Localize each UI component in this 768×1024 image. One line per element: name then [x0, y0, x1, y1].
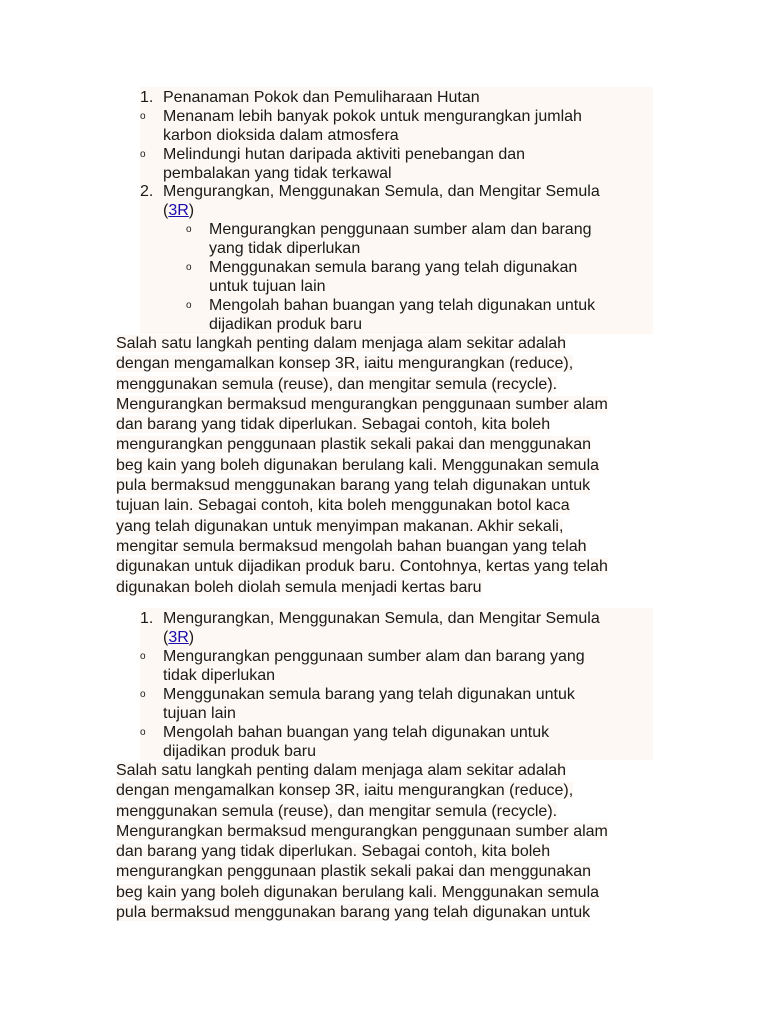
- paragraph-text: dan barang yang tidak diperlukan. Sebagai contoh, kita boleh: [116, 416, 551, 434]
- list-item-2-cont: [163, 201, 194, 220]
- paragraph-text: menggunakan semula (reuse), dan mengitar semula (recycle).: [116, 375, 558, 393]
- paragraph-line: [116, 476, 656, 496]
- sub-item-line: karbon dioksida dalam atmosfera: [163, 127, 399, 144]
- list-number: 1.: [140, 89, 154, 106]
- sub-item-line: dijadikan produk baru: [209, 316, 362, 333]
- paragraph-line: [116, 781, 656, 801]
- paragraph-line: [116, 537, 656, 557]
- bullet-icon: o: [140, 689, 146, 700]
- paragraph-line: [116, 883, 656, 903]
- paragraph-text: Mengurangkan bermaksud mengurangkan penggunaan sumber alam: [116, 822, 608, 840]
- bullet-icon: o: [186, 224, 192, 235]
- list-number: 1.: [140, 610, 154, 627]
- paragraph-text: menggunakan semula (reuse), dan mengitar semula (recycle).: [116, 802, 558, 820]
- paragraph-2: [116, 761, 656, 923]
- paragraph-line: [116, 334, 656, 354]
- paragraph-line: [116, 496, 656, 516]
- sub-item-line: Mengolah bahan buangan yang telah digunakan untuk: [209, 297, 596, 314]
- paragraph-line: [116, 354, 656, 374]
- sub-item-line: Menanam lebih banyak pokok untuk mengurangkan jumlah: [163, 108, 582, 125]
- paragraph-line: [116, 415, 656, 435]
- paragraph-text: yang telah digunakan untuk menyimpan makanan. Akhir sekali,: [116, 517, 564, 535]
- bullet-icon: o: [140, 727, 146, 738]
- paragraph-line: [116, 761, 656, 781]
- paragraph-text: dengan mengamalkan konsep 3R, iaitu mengurangkan (reduce),: [116, 355, 574, 373]
- paragraph-text: beg kain yang boleh digunakan berulang kali. Menggunakan semula: [116, 456, 600, 474]
- paragraph-text: Salah satu langkah penting dalam menjaga alam sekitar adalah: [116, 762, 567, 779]
- list-number: 2.: [140, 183, 154, 200]
- list-item-2: Mengurangkan, Menggunakan Semula, dan Mengitar Semula: [163, 183, 600, 200]
- paragraph-line: [116, 822, 656, 842]
- paren-open: (: [163, 202, 169, 219]
- paragraph-text: dan barang yang tidak diperlukan. Sebagai contoh, kita boleh: [116, 843, 551, 861]
- paragraph-text: dengan mengamalkan konsep 3R, iaitu mengurangkan (reduce),: [116, 782, 574, 800]
- paragraph-text: digunakan boleh diolah semula menjadi kertas baru: [116, 578, 482, 596]
- paragraph-line: [116, 578, 656, 598]
- paren-close: ): [188, 629, 195, 646]
- paragraph-line: [116, 802, 656, 822]
- paragraph-text: mengurangkan penggunaan plastik sekali pakai dan menggunakan: [116, 436, 592, 454]
- list-item-1: Penanaman Pokok dan Pemuliharaan Hutan: [163, 89, 480, 106]
- sub-item-line: Menggunakan semula barang yang telah digunakan untuk: [163, 686, 575, 703]
- sub-item-line: Mengurangkan penggunaan sumber alam dan barang: [209, 221, 592, 238]
- list-item-1: Mengurangkan, Menggunakan Semula, dan Mengitar Semula: [163, 610, 600, 627]
- paragraph-text: tujuan lain. Sebagai contoh, kita boleh menggunakan botol kaca: [116, 497, 570, 515]
- paragraph-line: [116, 842, 656, 862]
- paragraph-line: [116, 375, 656, 395]
- bullet-icon: o: [140, 111, 146, 122]
- bullet-icon: o: [186, 300, 192, 311]
- paragraph-text: Mengurangkan bermaksud mengurangkan penggunaan sumber alam: [116, 395, 608, 413]
- bullet-icon: o: [186, 262, 192, 273]
- paragraph-text: pula bermaksud menggunakan barang yang telah digunakan untuk: [116, 904, 591, 922]
- paragraph-text: pula bermaksud menggunakan barang yang telah digunakan untuk: [116, 477, 591, 495]
- paren-close: ): [188, 202, 195, 219]
- paragraph-text: beg kain yang boleh digunakan berulang kali. Menggunakan semula: [116, 883, 600, 901]
- bullet-icon: o: [140, 651, 146, 662]
- paragraph-line: [116, 903, 656, 923]
- 3r-link[interactable]: 3R: [168, 629, 189, 646]
- paragraph-1: [116, 334, 656, 598]
- paragraph-text: mengurangkan penggunaan plastik sekali pakai dan menggunakan: [116, 863, 592, 881]
- sub-item-line: pembalakan yang tidak terkawal: [163, 165, 392, 182]
- sub-item-line: dijadikan produk baru: [163, 743, 316, 760]
- paragraph-line: [116, 517, 656, 537]
- sub-item-line: tidak diperlukan: [163, 667, 276, 684]
- paragraph-text: digunakan untuk dijadikan produk baru. Contohnya, kertas yang telah: [116, 558, 608, 576]
- sub-item-line: yang tidak diperlukan: [209, 240, 361, 257]
- paragraph-text: mengitar semula bermaksud mengolah bahan buangan yang telah: [116, 537, 587, 555]
- paragraph-text: Salah satu langkah penting dalam menjaga alam sekitar adalah: [116, 335, 567, 352]
- sub-item-line: Mengurangkan penggunaan sumber alam dan barang yang: [163, 648, 585, 665]
- sub-item-line: Mengolah bahan buangan yang telah digunakan untuk: [163, 724, 550, 741]
- paragraph-line: [116, 557, 656, 577]
- paragraph-line: [116, 395, 656, 415]
- paren-open: (: [163, 629, 169, 646]
- paragraph-line: [116, 435, 656, 455]
- sub-item-line: Menggunakan semula barang yang telah digunakan: [209, 259, 578, 276]
- paragraph-line: [116, 456, 656, 476]
- sub-item-line: Melindungi hutan daripada aktiviti penebangan dan: [163, 146, 526, 163]
- bullet-icon: o: [140, 149, 146, 160]
- paragraph-line: [116, 862, 656, 882]
- sub-item-line: untuk tujuan lain: [209, 278, 326, 295]
- sub-item-line: tujuan lain: [163, 705, 236, 722]
- list-item-1-cont: [163, 628, 194, 647]
- 3r-link[interactable]: 3R: [168, 202, 189, 219]
